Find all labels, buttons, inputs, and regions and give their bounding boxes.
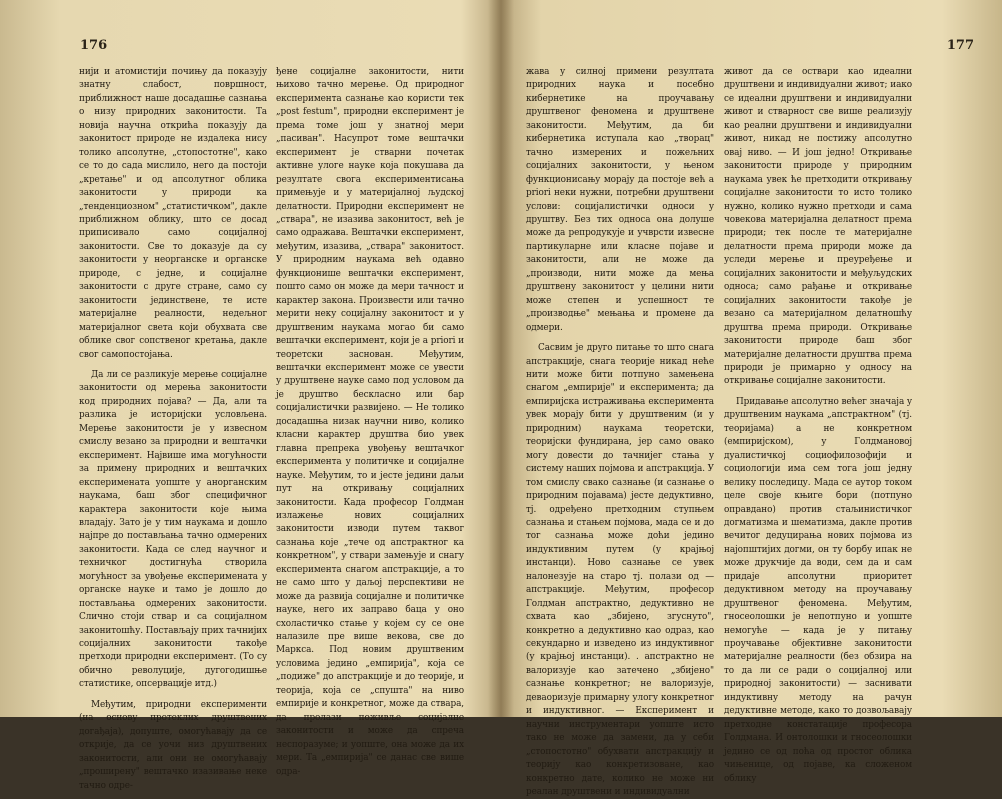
paragraph: ђене социјалне законитости, нити њихово тачно мерење. Од природног експеримента сазнање као користи тек „post festum", природни експеримент је према томе још у знатној мери „пасиван". Насупрот томе вештачки експеримент је стварни почетак активне улоге науке која покушава да резултате свога експериментисања примењује и у материјалној људској делатности. Природни експеримент не „ствара", не изазива законитост, већ је само одражава. Вештачки експеримент, међутим, изазива, „ствара" законитост. У природним наукама већ одавно функционише вештачки експеримент, пошто само он може да мери тачност и карактер закона. Произвести или тачно мерити неку социјалну законитост и у друштвеним наукама могао би само вештачки експеримент, који је a priori и теоретски заснован. Међутим, вештачки експеримент може се увести у друштвене науке само под условом да је друштво бескласно или бар социјалистички развијено. — Не толико досадашња низак научни ниво, колико класни карактер друштва био увек главна препрека увођењу вештачког експеримента у политичке и социјалне науке. Међутим, то и јесте једини даљи пут на откривању социјалних законитости. Када професор Голдман излажење нових социјалних законитости изводи путем таквог сазнања које „тече од апстрактног ка конкретном", у ствари замењује и снагу експеримента снагом апстракције, а то не само што у даљој перспективи не може да развија социјалне и политичке науке, него их заправо баца у оно схоластичко стање у којем су се оне налазиле пре више векова, све до Маркса. Под новим друштвеним условима једино „емпирија", која се „подиже" до апстракције и до теорије, и теорија, која се „спушта" на ниво емпирије и конкретног, може да ствара, да пролази поживље социјалне законитости и може да спреча неспоразуме; и уопште, она може да их мери. Та „емпирија" се данас све више одра-: [276, 67, 464, 777]
paragraph: живот да се оствари као идеални друштвени и индивидуални живот; иако се идеални друштвени и индивидуални живот и стварност све више реализују као реални друштвени и индивидуални живот, никад не постижу апсолутно овај ниво. — И још једно! Откривање законитости природе у природним наукама увек ће претходити откривању социјалне законитости то исто толико нужно, колико нужно претходи и сама човекова материјална делатност према природи; тек после те материјалне делатности према природи може да уследи мерење и преуређење и социјалних законитости и међуљудских односа; само рађање и откривање социјалних законитости такође је везано са материјалном делатношћу друштва према природи. Откривање законитости природе баш због материјалне делатности друштва према природи је примарно у односу на откривање социјалне законитости.: [724, 67, 912, 387]
paragraph: Придавање апсолутно већег значаја у друштвеним наукама „апстрактном" (тј. теоријама) а не конкретном (емпиријском), у Голдмановој дуалистичкој социофилозофији и социологији има сем тога још једну велику последицу. Мада се аутор током целе своје књиге бори (потпуно оправдано) против стаљинистичког догматизма и шематизма, дакле против вечитог дедуцирања нових појмова из најопштијих догми, он ту борбу ипак не може друкчије да води, сем да и сам придаје апсолутни приоритет дедуктивном методу на проучавању друштвеног феномена. Међутим, гносеолошки је непотпуно и уопште немогуће — када је у питању проучавање објективне законитости материјалне реалности (без обзира на то да ли се ради о социјалној или природној законитости) — заснивати индуктивну методу на рачун дедуктивне методе, како то дозвољавају претходне констатације професора Голдмана. И онтолошки и гносеолошки једино се од поћа од простог облика чињенице, од појаве, ка сложеном облику: [724, 396, 912, 784]
right-page-column-2: [724, 66, 912, 786]
paragraph: жава у силној примени резултата природних наука и посебно кибернетике на проучавању друштвеног феномена и друштвене законитости. Међутим, да би кибернетика иступала као „творац" тачно измерених и пожељних социјалних законитости, у њеном функционисању морају да постоје већ a priori неки нужни, потребни друштвени услови: социјалистички односи у друштву. Без тих односа она долуше може да репродукује и учврсти извесне партикуларне или класне појаве и законитости, али не може да „производи, нити може да мења друштвену законитост у целини нити може степен и успешност те „производње" мењања и промене да одмери.: [526, 67, 714, 333]
left-page-column-2: [276, 66, 464, 779]
right-page-column-1: [526, 66, 714, 799]
paragraph: нији и атомистији почињу да показују знатну слабост, површност, приближност наше досадашње сазнања о низу природних законитости. Та новија научна открића показују да законитост природе не издалека нису толико апсолутне, „стопостотне", како се то до сада мислило, него да постоји „кретање" и од апсолутног облика законитости у природи ка „тенденциозном" „статистичком", дакле приближном облику, што се досад приписивало само социјалној законитости. Све то доказује да су законитости у неорганске и органске природе, с једне, и социјалне законитости с друге стране, само су законитости јединствене, те исте материјалне реалности, недељног материјалног света који обухвата све облике свог сопственог кретања, дакле свог самопостојања.: [79, 67, 267, 360]
paragraph: Сасвим је друго питање то што снага апстракције, снага теорије никад неће нити може бити потпуно замењена снагом „емпирије" и експеримента; да емпириjска истраживања експеримента увек морају бити у друштвеним (и у природним) наукама теоретски, теоријски фундирана, јер само овако могу довести до тачнијег стања у систему наших појмова и апстракција. У том смислу свако сазнање (и сазнање о природним појавама) јесте дедуктивно, тј. одређено претходним ступњем сазнања и стањем појмова, мада се и до тог сазнања може доћи једино индуктивним путем (у крајњој инстанци). Ново сазнање се увек налонезује на старо тј. полази од — апстракције. Међутим, професор Голдман апстрактно, дедуктивно не схвата као „збијено, згуснуто", конкретно а дедуктивно као одраз, као секундарно и изведено из индуктивног (у крајњој инстанци). . апстрактно не валоризује као затечено „збијено" сазнање конкретног; не валоризује, деваоризује примарну улогу конкретног и индуктивног. — Експеримент и научни инструментари уопште исто тако не може да замени, да у себи „стопостотно" обухвати апстракцију и теорију као конкретизоване, као конкретно дате, колико не може ни реалан друштвени и индивидуални: [526, 343, 714, 798]
right-page: [502, 0, 1002, 798]
left-page: [0, 0, 500, 791]
page-number-left: 176: [80, 38, 108, 53]
paragraph: Да ли се разликује мерење социјалне законитости од мерења законитости код природних појава? — Да, али та разлика је историјски условљена. Мерење законитости је у извесном смислу везано за природни и вештачки експеримент. Највише има могућности за примену природних и вештачких експеримената уопште у анорганским наукама, баш због специфичног карактера законитости које њима владају. Зато је у тим наукама и дошло најпре до постављања тачно одмерених законитости. Када се след научног и техничког достигнућа створила могућност за увођење експеримената у органске науке и тамо је дошло до постављања одмерених законитости. Слично стоји ствар и са социјалном законитошћу. Постављају прих тачнијих социјалних законитости такође претходи природни експеримент. (То су обично револуције, дугогодишње статистике, опсервације итд.): [79, 369, 267, 690]
paragraph: Међутим, природни експерименти (на основу протеклих друштвених догађаја), допуште, омогућавају да се открије, да се уочи низ друштвених законитости, али они не омогућавају „проширену" вештачко изазивање неке тачно одре-: [79, 699, 267, 791]
left-page-column-1: [79, 66, 267, 793]
page-number-right: 177: [946, 38, 974, 53]
